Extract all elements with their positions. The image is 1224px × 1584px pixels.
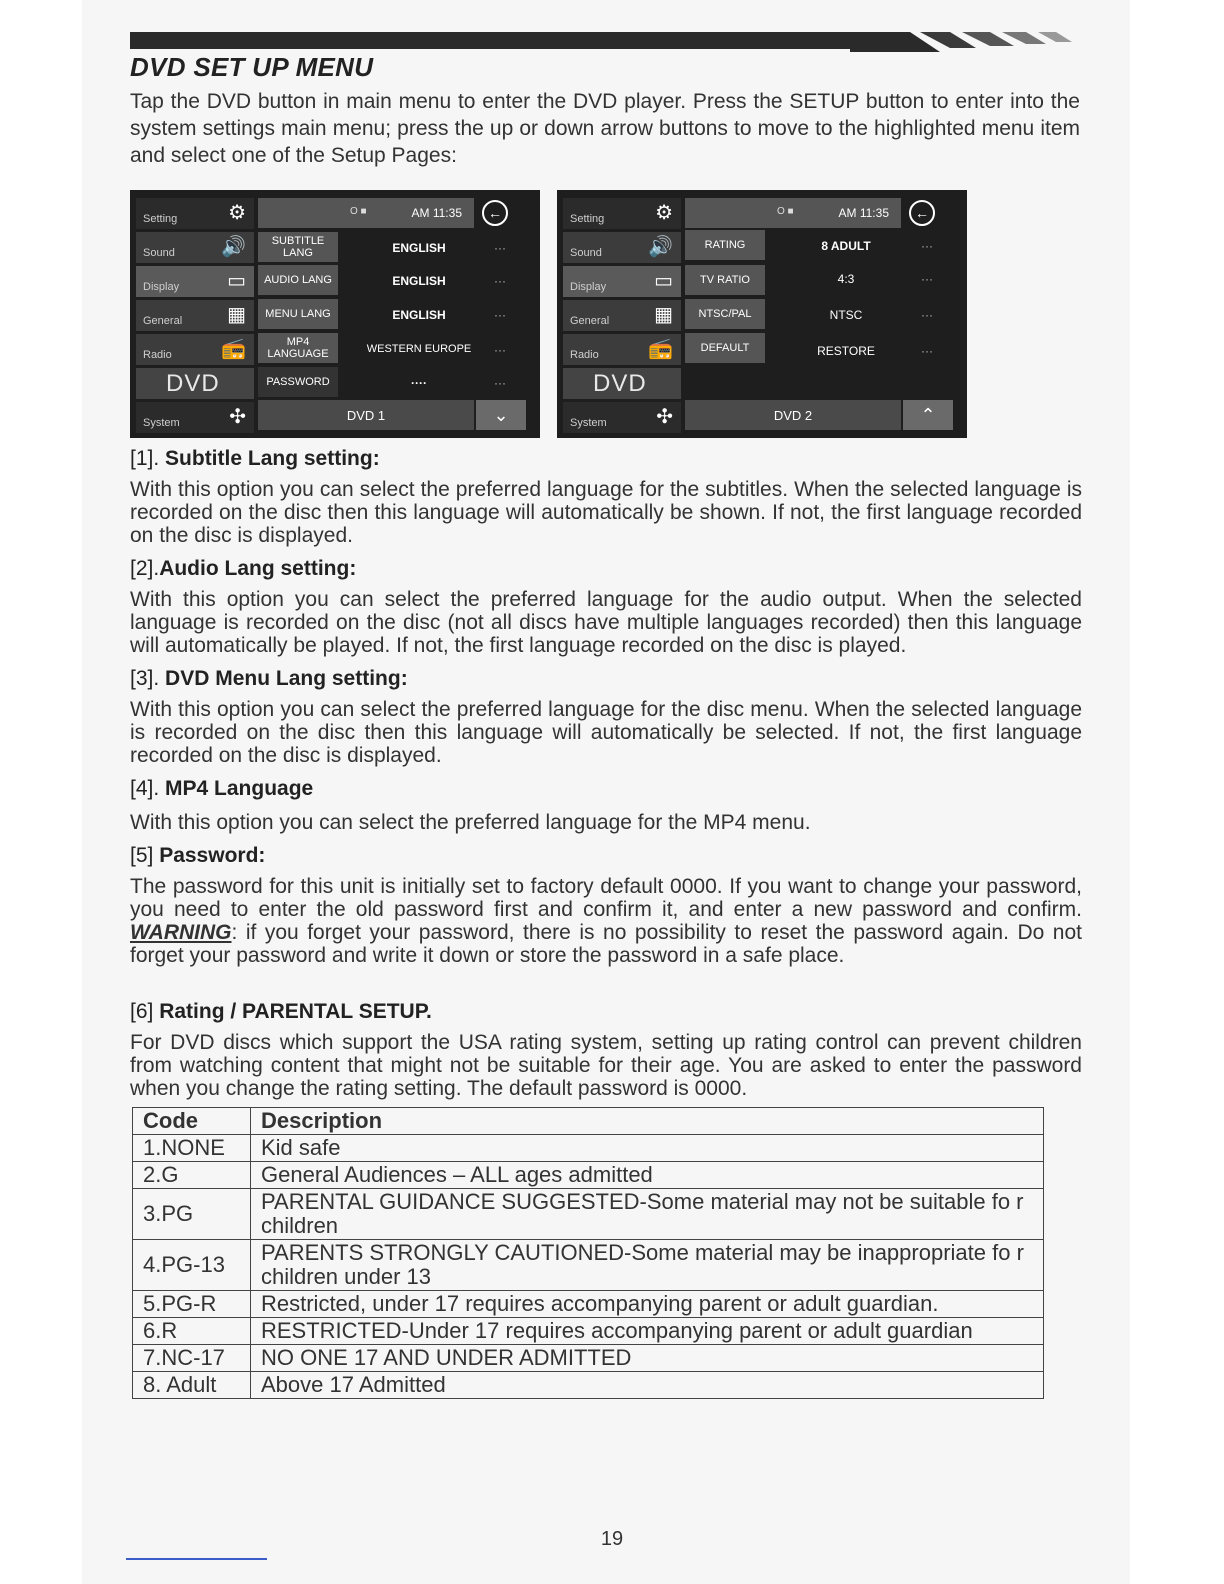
column-header: Description	[251, 1108, 1044, 1135]
sidebar-item-general[interactable]	[563, 300, 681, 331]
display-icon: ▭	[654, 270, 673, 292]
dvd-setup-screen-1	[130, 190, 540, 438]
table-row	[133, 1189, 1044, 1240]
sidebar-item-system[interactable]	[136, 402, 254, 433]
section-heading-5: [5] Password:	[130, 844, 266, 867]
more-icon[interactable]: ···	[494, 241, 506, 255]
rating-description: PARENTAL GUIDANCE SUGGESTED-Some material may not be suitable fo r children	[251, 1189, 1044, 1240]
sidebar-label: Radio	[570, 349, 599, 361]
option-tv-ratio[interactable]: TV RATIO	[685, 265, 765, 295]
rating-code: 6.R	[133, 1318, 251, 1345]
option-menu-lang[interactable]: MENU LANG	[258, 299, 338, 329]
header-stripes	[850, 32, 1090, 52]
header-bar	[130, 32, 850, 49]
rating-description: RESTRICTED-Under 17 requires accompanying parent or adult guardian	[251, 1318, 1044, 1345]
section-body-5: The password for this unit is initially set to factory default 0000. If you want to change your password, you need to enter the old password first and confirm it, and enter a new password and confirm. WARNING: if you forget your password, there is no possibility to reset the password again. Do not forget your password and write it down or store the password in a safe place.	[130, 875, 1082, 967]
sidebar-item-display[interactable]	[136, 266, 254, 297]
table-row	[133, 1372, 1044, 1399]
sidebar-item-sound[interactable]	[563, 232, 681, 263]
page-title: DVD SET UP MENU	[130, 52, 374, 82]
table-row	[133, 1345, 1044, 1372]
more-icon[interactable]: ···	[494, 274, 506, 288]
rating-table	[132, 1107, 1044, 1399]
option-value: ENGLISH	[392, 308, 446, 322]
sidebar-item-system[interactable]	[563, 402, 681, 433]
back-button[interactable]: ←	[909, 200, 935, 226]
section-heading-4: [4]. MP4 Language	[130, 777, 314, 800]
sidebar-label: Sound	[570, 247, 602, 259]
section-heading-2: [2].Audio Lang setting:	[130, 557, 357, 580]
sidebar-item-general[interactable]	[136, 300, 254, 331]
page-indicator	[685, 400, 901, 430]
sidebar-item-dvd[interactable]	[563, 368, 681, 399]
more-icon[interactable]: ···	[921, 272, 933, 286]
grid-icon: ▦	[227, 304, 246, 326]
section-body-6: For DVD discs which support the USA rating system, setting up rating control can prevent children from watching content that might not be suitable for their age. You are asked to enter the password when you change the rating setting. The default password is 0000.	[130, 1031, 1082, 1100]
more-icon[interactable]: ···	[494, 376, 506, 390]
rating-description: Restricted, under 17 requires accompanying parent or adult guardian.	[251, 1291, 1044, 1318]
option-subtitle-lang[interactable]: SUBTITLE LANG	[258, 232, 338, 262]
page-label: DVD 1	[346, 408, 386, 423]
sidebar-label: System	[570, 417, 607, 429]
sidebar-item-sound[interactable]	[136, 232, 254, 263]
rating-code: 3.PG	[133, 1189, 251, 1240]
sidebar	[130, 190, 254, 438]
rating-description: PARENTS STRONGLY CAUTIONED-Some material may be inappropriate fo r children under 13	[251, 1240, 1044, 1291]
gear-icon: ⚙	[228, 202, 246, 224]
display-icon: ▭	[227, 270, 246, 292]
rating-description: Kid safe	[251, 1135, 1044, 1162]
sidebar-label: Setting	[143, 213, 178, 225]
option-value: 4:3	[837, 272, 855, 286]
sidebar-item-radio[interactable]	[563, 334, 681, 365]
system-icon: ✣	[656, 406, 673, 428]
rating-description: Above 17 Admitted	[251, 1372, 1044, 1399]
option-value: ····	[411, 376, 427, 390]
clock: AM 11:35	[411, 206, 462, 220]
option-mp4-language[interactable]: MP4 LANGUAGE	[258, 333, 338, 363]
status-icons: O ■	[777, 206, 794, 217]
sidebar-item-radio[interactable]	[136, 334, 254, 365]
rating-code: 8. Adult	[133, 1372, 251, 1399]
column-header: Code	[133, 1108, 251, 1135]
system-icon: ✣	[229, 406, 246, 428]
table-row	[133, 1291, 1044, 1318]
sidebar-label: Display	[143, 281, 180, 293]
footer-rule	[126, 1558, 267, 1560]
rating-description: General Audiences – ALL ages admitted	[251, 1162, 1044, 1189]
rating-code: 4.PG-13	[133, 1240, 251, 1291]
page-label: DVD 2	[773, 408, 813, 423]
sidebar-label: DVD	[593, 370, 647, 397]
section-body-2: With this option you can select the preferred language for the audio output. When the selected language is recorded on the disc (not all discs have multiple languages recorded) then this language will automatically be played. If not, the first language recorded on the disc is played.	[130, 588, 1082, 657]
rating-code: 7.NC-17	[133, 1345, 251, 1372]
sidebar-item-dvd[interactable]	[136, 368, 254, 399]
page-indicator	[258, 400, 474, 430]
radio-icon: 📻	[648, 338, 673, 360]
speaker-icon: 🔊	[648, 236, 673, 258]
table-row	[133, 1318, 1044, 1345]
section-body-4: With this option you can select the preferred language for the MP4 menu.	[130, 811, 811, 834]
dvd-setup-screen-2	[557, 190, 967, 438]
sidebar-item-setting[interactable]	[136, 198, 254, 229]
section-body-1: With this option you can select the preferred language for the subtitles. When the selected language is recorded on the disc then this language will automatically be shown. If not, the first language recorded on the disc is displayed.	[130, 478, 1082, 547]
rating-code: 1.NONE	[133, 1135, 251, 1162]
grid-icon: ▦	[654, 304, 673, 326]
option-rating[interactable]: RATING	[685, 230, 765, 260]
more-icon[interactable]: ···	[921, 344, 933, 358]
gear-icon: ⚙	[655, 202, 673, 224]
option-value: 8 ADULT	[821, 239, 871, 253]
intro-paragraph: Tap the DVD button in main menu to enter the DVD player. Press the SETUP button to enter into the system settings main menu; press the up or down arrow buttons to move to the highlighted menu item and select one of the Setup Pages:	[130, 90, 1080, 167]
option-value: ENGLISH	[392, 274, 446, 288]
back-button[interactable]: ←	[482, 200, 508, 226]
sidebar-label: DVD	[166, 370, 220, 397]
table-row	[133, 1135, 1044, 1162]
option-value: WESTERN EUROPE	[366, 343, 472, 355]
option-default[interactable]: DEFAULT	[685, 333, 765, 363]
page-number: 19	[600, 1528, 624, 1550]
status-bar	[685, 198, 901, 228]
table-row	[133, 1162, 1044, 1189]
rating-description: NO ONE 17 AND UNDER ADMITTED	[251, 1345, 1044, 1372]
sidebar-label: Sound	[143, 247, 175, 259]
clock: AM 11:35	[838, 206, 889, 220]
table-header-row	[133, 1108, 1044, 1135]
chevron-up-icon[interactable]: ⌃	[903, 400, 953, 430]
radio-icon: 📻	[221, 338, 246, 360]
rating-code: 2.G	[133, 1162, 251, 1189]
section-heading-6: [6] Rating / PARENTAL SETUP.	[130, 1000, 432, 1023]
sidebar-label: Display	[570, 281, 607, 293]
status-icons: O ■	[350, 206, 367, 217]
sidebar-label: General	[570, 315, 610, 327]
option-audio-lang[interactable]: AUDIO LANG	[258, 265, 338, 295]
option-value: NTSC	[829, 308, 863, 322]
option-value: RESTORE	[817, 344, 875, 358]
warning-label: WARNING	[130, 921, 232, 944]
more-icon[interactable]: ···	[494, 343, 506, 357]
more-icon[interactable]: ···	[921, 308, 933, 322]
sidebar-label: Setting	[570, 213, 605, 225]
speaker-icon: 🔊	[221, 236, 246, 258]
table-row	[133, 1240, 1044, 1291]
more-icon[interactable]: ···	[921, 239, 933, 253]
more-icon[interactable]: ···	[494, 308, 506, 322]
sidebar-item-setting[interactable]	[563, 198, 681, 229]
rating-code: 5.PG-R	[133, 1291, 251, 1318]
option-ntsc-pal[interactable]: NTSC/PAL	[685, 299, 765, 329]
sidebar-label: General	[143, 315, 183, 327]
section-body-3: With this option you can select the preferred language for the disc menu. When the selected language is recorded on the disc then this language will automatically be selected. If not, the first language recorded on the disc is displayed.	[130, 698, 1082, 767]
option-password[interactable]: PASSWORD	[258, 367, 338, 397]
status-bar	[258, 198, 474, 228]
sidebar-label: Radio	[143, 349, 172, 361]
sidebar	[557, 190, 681, 438]
option-value: ENGLISH	[392, 241, 446, 255]
section-heading-3: [3]. DVD Menu Lang setting:	[130, 667, 408, 690]
sidebar-item-display[interactable]	[563, 266, 681, 297]
chevron-down-icon[interactable]: ⌄	[476, 400, 526, 430]
sidebar-label: System	[143, 417, 180, 429]
section-heading-1: [1]. Subtitle Lang setting:	[130, 447, 380, 470]
